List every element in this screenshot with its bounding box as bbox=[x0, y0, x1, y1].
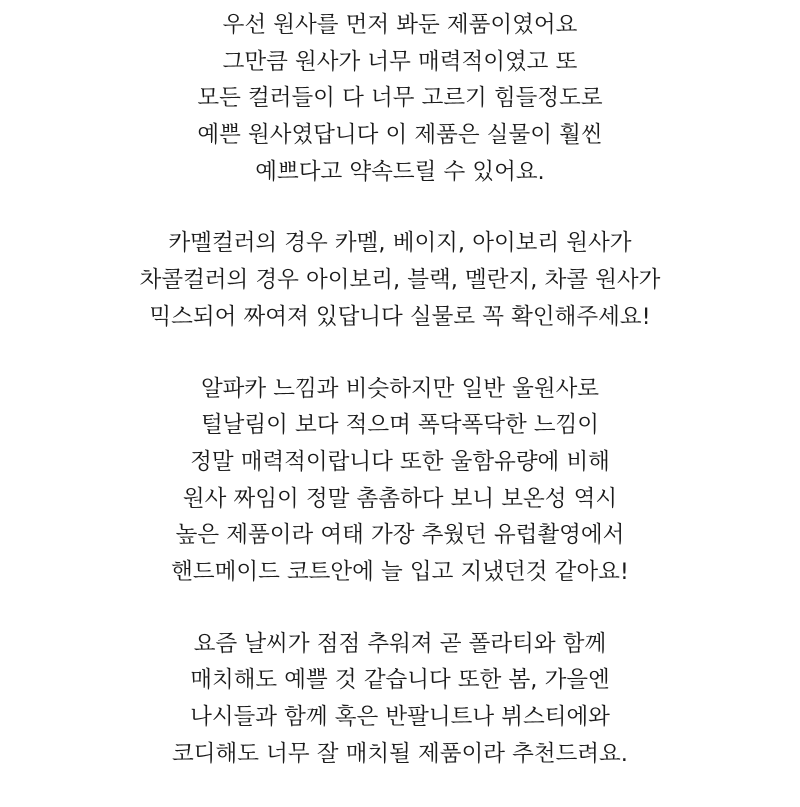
text-line: 알파카 느낌과 비슷하지만 일반 울원사로 bbox=[200, 375, 600, 402]
paragraph-texture bbox=[0, 371, 800, 591]
paragraph-yarn-intro bbox=[0, 7, 800, 190]
text-line: 모든 컬러들이 다 너무 고르기 힘들정도로 bbox=[197, 85, 603, 112]
text-line: 차콜컬러의 경우 아이보리, 블랙, 멜란지, 차콜 원사가 bbox=[139, 267, 661, 294]
text-line: 그만큼 원사가 너무 매력적이였고 또 bbox=[222, 48, 578, 75]
product-description bbox=[0, 7, 800, 807]
text-line: 털날림이 보다 적으며 폭닥폭닥한 느낌이 bbox=[200, 412, 600, 439]
text-line: 예쁘다고 약속드릴 수 있어요. bbox=[255, 158, 545, 185]
text-line: 나시들과 함께 혹은 반팔니트나 뷔스티에와 bbox=[190, 704, 610, 730]
paragraph-styling bbox=[0, 626, 800, 773]
text-line: 원사 짜임이 정말 촘촘하다 보니 보온성 역시 bbox=[182, 485, 618, 512]
text-line: 매치해도 예쁠 것 같습니다 또한 봄, 가을엔 bbox=[190, 667, 610, 694]
text-line: 핸드메이드 코트안에 늘 입고 지냈던것 같아요! bbox=[171, 558, 629, 585]
text-line: 높은 제품이라 여태 가장 추웠던 유럽촬영에서 bbox=[175, 522, 625, 549]
text-line: 믹스되어 짜여져 있답니다 실물로 꼭 확인해주세요! bbox=[149, 303, 651, 330]
text-line: 요즘 날씨가 점점 추워져 곧 폴라티와 함께 bbox=[193, 630, 607, 657]
paragraph-color-mix bbox=[0, 225, 800, 335]
text-line: 정말 매력적이랍니다 또한 울함유량에 비해 bbox=[190, 448, 610, 475]
text-line: 우선 원사를 먼저 봐둔 제품이였어요 bbox=[222, 12, 578, 38]
text-line: 코디해도 너무 잘 매치될 제품이라 추천드려요. bbox=[172, 740, 628, 767]
text-line: 카멜컬러의 경우 카멜, 베이지, 아이보리 원사가 bbox=[168, 230, 632, 257]
text-line: 예쁜 원사였답니다 이 제품은 실물이 훨씬 bbox=[197, 122, 603, 149]
